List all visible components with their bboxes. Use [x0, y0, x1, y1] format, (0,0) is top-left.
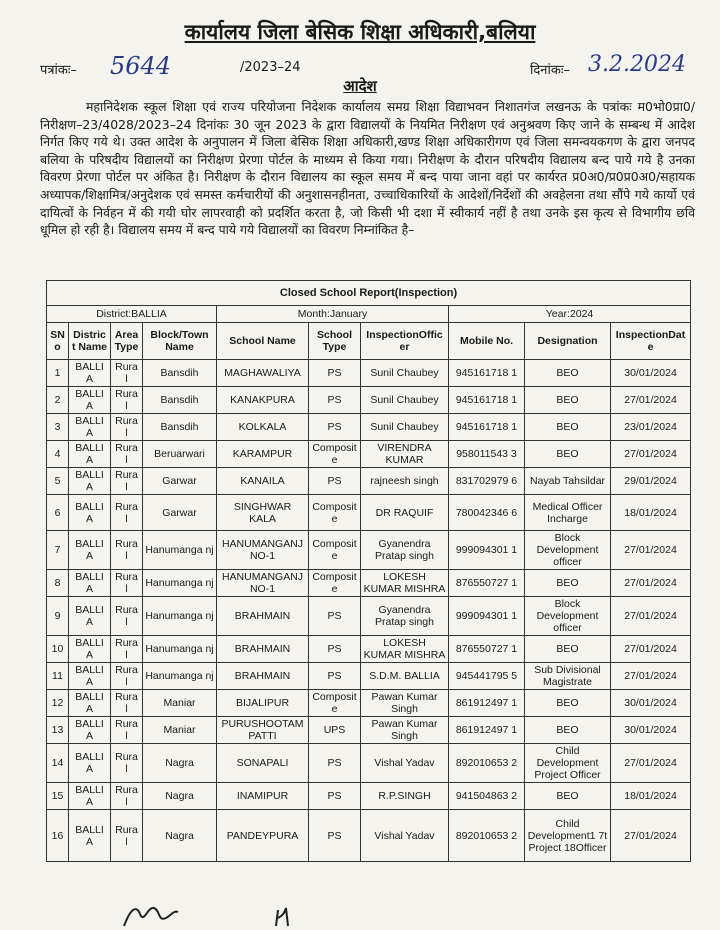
order-paragraph: महानिदेशक स्कूल शिक्षा एवं राज्य परियोजना निदेशक कार्यालय समग्र शिक्षा विद्याभवन निशातगंज लखनऊ के पत्रांकः म0भो0प्रा0/निरीक्षण–23/4028/2023–24 दिनांकः 30 जून 2023 के द्वारा विद्यालयों के नियमित निरीक्षण एवं अनुश्रवण किए जाने के सम्बन्ध में आदेश निर्गत किए गये थे। उक्त आदेश के अनुपालन में जिला बेसिक शिक्षा अधिकारी,खण्ड शिक्षा अधिकारीगण एवं जिला समन्वयकगण के द्वारा जनपद बलिया के परिषदीय विद्यालयों का निरीक्षण प्रेरणा पोर्टल के माध्यम से किया गया। निरीक्षण के दौरान परिषदीय विद्यालय बन्द पाये गये है उनका विवरण प्रेरणा पोर्टल पर अंकित है। निरीक्षण के दौरान विद्यालय का स्कूल समय में बन्द पाया जाना वहां पर कार्यरत प्र0अ0/प्र0प्र0अ0/सहायक अध्यापक/शिक्षामित्र/अनुदेशक एवं समस्त कर्मचारीयों की अनुशासनहीनता, उच्चाधिकारियों के आदेशों/निर्देशों की अवहेलना तथा सौंपे गये कार्यो एवं दायित्वों के निर्वहन में की गयी घोर लापरवाही को प्रदर्शित करता है, जो किसी भी दशा में स्वीकार्य नहीं है तथा उनके इस कृत्य से विभागीय छवि धूमिल हो रही है। विद्यालय समय में बन्द पाये गये विद्यालयों का विवरण निम्नांकित है– — [40, 99, 695, 238]
row-school-name: PURUSHOOTAM PATTI — [217, 717, 309, 744]
row-school-type: PS — [309, 360, 361, 387]
closed-school-report-table — [46, 280, 691, 862]
row-school-type: Composit e — [309, 690, 361, 717]
row-area-type: Rura l — [111, 690, 143, 717]
row-school-type: PS — [309, 810, 361, 862]
row-block: Hanumanga nj — [143, 636, 217, 663]
row-inspection-officer: DR RAQUIF — [361, 495, 449, 531]
row-mobile: 780042346 6 — [449, 495, 525, 531]
report-title: Closed School Report(Inspection) — [47, 281, 691, 306]
row-area-type: Rura l — [111, 495, 143, 531]
row-sn: 13 — [47, 717, 69, 744]
table-row — [47, 570, 691, 597]
row-school-type: PS — [309, 597, 361, 636]
table-row — [47, 414, 691, 441]
row-district: BALLI A — [69, 531, 111, 570]
row-district: BALLI A — [69, 744, 111, 783]
row-school-type: PS — [309, 744, 361, 783]
row-sn: 7 — [47, 531, 69, 570]
row-inspection-date: 18/01/2024 — [611, 783, 691, 810]
row-area-type: Rura l — [111, 783, 143, 810]
table-row — [47, 810, 691, 862]
row-block: Bansdih — [143, 387, 217, 414]
row-district: BALLI A — [69, 570, 111, 597]
date-value: 3.2.2024 — [588, 52, 686, 77]
row-district: BALLI A — [69, 663, 111, 690]
row-school-name: BRAHMAIN — [217, 636, 309, 663]
column-header: InspectionDat e — [611, 323, 691, 360]
row-inspection-officer: S.D.M. BALLIA — [361, 663, 449, 690]
row-mobile: 831702979 6 — [449, 468, 525, 495]
row-area-type: Rura l — [111, 531, 143, 570]
order-heading: आदेश — [343, 77, 377, 95]
row-inspection-date: 30/01/2024 — [611, 360, 691, 387]
row-designation: Child Development1 7t Project 18Officer — [525, 810, 611, 862]
row-school-type: PS — [309, 636, 361, 663]
row-area-type: Rura l — [111, 744, 143, 783]
reference-number: 5644 — [110, 52, 172, 80]
row-area-type: Rura l — [111, 636, 143, 663]
table-row — [47, 531, 691, 570]
row-mobile: 945161718 1 — [449, 360, 525, 387]
row-sn: 8 — [47, 570, 69, 597]
row-school-type: PS — [309, 783, 361, 810]
row-area-type: Rura l — [111, 663, 143, 690]
row-block: Bansdih — [143, 360, 217, 387]
column-header: Area Type — [111, 323, 143, 360]
row-inspection-officer: Pawan Kumar Singh — [361, 717, 449, 744]
row-mobile: 861912497 1 — [449, 717, 525, 744]
row-mobile: 945441795 5 — [449, 663, 525, 690]
row-designation: Block Development officer — [525, 597, 611, 636]
row-block: Beruarwari — [143, 441, 217, 468]
row-district: BALLI A — [69, 636, 111, 663]
row-school-name: SINGHWAR KALA — [217, 495, 309, 531]
signature-mark — [120, 900, 180, 930]
row-sn: 11 — [47, 663, 69, 690]
report-body — [47, 360, 691, 862]
row-inspection-date: 27/01/2024 — [611, 570, 691, 597]
row-school-type: Composit e — [309, 570, 361, 597]
row-sn: 10 — [47, 636, 69, 663]
row-mobile: 941504863 2 — [449, 783, 525, 810]
district-meta: District:BALLIA — [47, 306, 217, 323]
row-block: Hanumanga nj — [143, 597, 217, 636]
row-inspection-officer: rajneesh singh — [361, 468, 449, 495]
row-designation: Child Development Project Officer — [525, 744, 611, 783]
row-sn: 12 — [47, 690, 69, 717]
row-mobile: 861912497 1 — [449, 690, 525, 717]
row-inspection-date: 18/01/2024 — [611, 495, 691, 531]
row-mobile: 999094301 1 — [449, 597, 525, 636]
row-block: Hanumanga nj — [143, 531, 217, 570]
table-row — [47, 690, 691, 717]
row-mobile: 892010653 2 — [449, 810, 525, 862]
table-row — [47, 663, 691, 690]
table-row — [47, 783, 691, 810]
row-inspection-date: 29/01/2024 — [611, 468, 691, 495]
row-area-type: Rura l — [111, 441, 143, 468]
row-inspection-officer: Sunil Chaubey — [361, 414, 449, 441]
row-school-name: SONAPALI — [217, 744, 309, 783]
row-inspection-officer: Sunil Chaubey — [361, 360, 449, 387]
table-row — [47, 636, 691, 663]
table-row — [47, 744, 691, 783]
row-school-type: Composit e — [309, 531, 361, 570]
row-inspection-officer: VIRENDRA KUMAR — [361, 441, 449, 468]
row-school-name: KOLKALA — [217, 414, 309, 441]
row-district: BALLI A — [69, 387, 111, 414]
row-designation: BEO — [525, 636, 611, 663]
row-inspection-officer: Vishal Yadav — [361, 810, 449, 862]
row-block: Hanumanga nj — [143, 570, 217, 597]
row-school-name: KANAKPURA — [217, 387, 309, 414]
row-inspection-officer: R.P.SINGH — [361, 783, 449, 810]
row-district: BALLI A — [69, 414, 111, 441]
row-school-type: PS — [309, 663, 361, 690]
office-title: कार्यालय जिला बेसिक शिक्षा अधिकारी,बलिया — [184, 20, 536, 44]
row-school-name: HANUMANGANJ NO-1 — [217, 570, 309, 597]
row-school-name: BRAHMAIN — [217, 597, 309, 636]
row-inspection-date: 27/01/2024 — [611, 387, 691, 414]
row-designation: BEO — [525, 360, 611, 387]
reference-year: /2023–24 — [240, 60, 301, 75]
row-school-type: Composit e — [309, 441, 361, 468]
row-area-type: Rura l — [111, 387, 143, 414]
row-block: Garwar — [143, 468, 217, 495]
row-sn: 15 — [47, 783, 69, 810]
row-sn: 6 — [47, 495, 69, 531]
row-area-type: Rura l — [111, 597, 143, 636]
row-block: Nagra — [143, 810, 217, 862]
column-header-row — [47, 323, 691, 360]
column-header: Block/Town Name — [143, 323, 217, 360]
table-row — [47, 360, 691, 387]
row-sn: 9 — [47, 597, 69, 636]
row-block: Hanumanga nj — [143, 663, 217, 690]
row-designation: BEO — [525, 414, 611, 441]
row-district: BALLI A — [69, 783, 111, 810]
initial-mark — [270, 904, 300, 928]
row-block: Garwar — [143, 495, 217, 531]
row-inspection-date: 27/01/2024 — [611, 744, 691, 783]
row-designation: Sub Divisional Magistrate — [525, 663, 611, 690]
row-school-name: KARAMPUR — [217, 441, 309, 468]
row-school-name: PANDEYPURA — [217, 810, 309, 862]
row-school-type: PS — [309, 468, 361, 495]
row-school-name: BIJALIPUR — [217, 690, 309, 717]
row-district: BALLI A — [69, 468, 111, 495]
row-school-type: PS — [309, 387, 361, 414]
row-area-type: Rura l — [111, 570, 143, 597]
row-mobile: 958011543 3 — [449, 441, 525, 468]
row-area-type: Rura l — [111, 414, 143, 441]
row-inspection-officer: Gyanendra Pratap singh — [361, 531, 449, 570]
row-district: BALLI A — [69, 717, 111, 744]
row-mobile: 945161718 1 — [449, 387, 525, 414]
row-school-name: INAMIPUR — [217, 783, 309, 810]
row-sn: 3 — [47, 414, 69, 441]
row-inspection-officer: Gyanendra Pratap singh — [361, 597, 449, 636]
table-row — [47, 717, 691, 744]
table-row — [47, 495, 691, 531]
row-inspection-date: 27/01/2024 — [611, 810, 691, 862]
row-designation: BEO — [525, 717, 611, 744]
month-meta: Month:January — [217, 306, 449, 323]
table-row — [47, 387, 691, 414]
row-area-type: Rura l — [111, 360, 143, 387]
row-school-name: KANAILA — [217, 468, 309, 495]
table-row — [47, 468, 691, 495]
row-mobile: 999094301 1 — [449, 531, 525, 570]
row-school-name: MAGHAWALIYA — [217, 360, 309, 387]
row-mobile: 876550727 1 — [449, 636, 525, 663]
row-designation: BEO — [525, 690, 611, 717]
year-meta: Year:2024 — [449, 306, 691, 323]
row-school-name: HANUMANGANJ NO-1 — [217, 531, 309, 570]
row-school-type: Composit e — [309, 495, 361, 531]
row-inspection-officer: Pawan Kumar Singh — [361, 690, 449, 717]
row-designation: BEO — [525, 387, 611, 414]
row-inspection-date: 27/01/2024 — [611, 663, 691, 690]
row-designation: Nayab Tahsildar — [525, 468, 611, 495]
row-sn: 16 — [47, 810, 69, 862]
column-header: SN o — [47, 323, 69, 360]
row-inspection-date: 30/01/2024 — [611, 690, 691, 717]
row-block: Nagra — [143, 744, 217, 783]
row-designation: BEO — [525, 570, 611, 597]
row-block: Maniar — [143, 717, 217, 744]
column-header: Mobile No. — [449, 323, 525, 360]
row-district: BALLI A — [69, 495, 111, 531]
row-sn: 14 — [47, 744, 69, 783]
report-meta-row — [47, 306, 691, 323]
row-inspection-date: 27/01/2024 — [611, 441, 691, 468]
row-block: Nagra — [143, 783, 217, 810]
table-row — [47, 597, 691, 636]
row-designation: Medical Officer Incharge — [525, 495, 611, 531]
column-header: Distric t Name — [69, 323, 111, 360]
row-mobile: 876550727 1 — [449, 570, 525, 597]
row-inspection-officer: LOKESH KUMAR MISHRA — [361, 570, 449, 597]
column-header: School Type — [309, 323, 361, 360]
row-sn: 1 — [47, 360, 69, 387]
column-header: InspectionOffic er — [361, 323, 449, 360]
row-designation: BEO — [525, 441, 611, 468]
reference-label: पत्रांकः– — [40, 63, 78, 78]
row-inspection-officer: Vishal Yadav — [361, 744, 449, 783]
row-school-type: PS — [309, 414, 361, 441]
row-designation: BEO — [525, 783, 611, 810]
row-inspection-officer: LOKESH KUMAR MISHRA — [361, 636, 449, 663]
date-label: दिनांकः– — [530, 63, 570, 78]
row-school-type: UPS — [309, 717, 361, 744]
row-inspection-officer: Sunil Chaubey — [361, 387, 449, 414]
row-inspection-date: 30/01/2024 — [611, 717, 691, 744]
row-block: Maniar — [143, 690, 217, 717]
row-sn: 5 — [47, 468, 69, 495]
row-inspection-date: 27/01/2024 — [611, 597, 691, 636]
row-sn: 2 — [47, 387, 69, 414]
column-header: Designation — [525, 323, 611, 360]
row-school-name: BRAHMAIN — [217, 663, 309, 690]
table-row — [47, 441, 691, 468]
row-district: BALLI A — [69, 360, 111, 387]
row-block: Bansdih — [143, 414, 217, 441]
row-mobile: 945161718 1 — [449, 414, 525, 441]
row-designation: Block Development officer — [525, 531, 611, 570]
row-district: BALLI A — [69, 597, 111, 636]
column-header: School Name — [217, 323, 309, 360]
row-district: BALLI A — [69, 441, 111, 468]
row-area-type: Rura l — [111, 468, 143, 495]
row-inspection-date: 27/01/2024 — [611, 531, 691, 570]
row-mobile: 892010653 2 — [449, 744, 525, 783]
row-inspection-date: 27/01/2024 — [611, 636, 691, 663]
row-area-type: Rura l — [111, 717, 143, 744]
row-area-type: Rura l — [111, 810, 143, 862]
row-sn: 4 — [47, 441, 69, 468]
row-inspection-date: 23/01/2024 — [611, 414, 691, 441]
row-district: BALLI A — [69, 690, 111, 717]
row-district: BALLI A — [69, 810, 111, 862]
